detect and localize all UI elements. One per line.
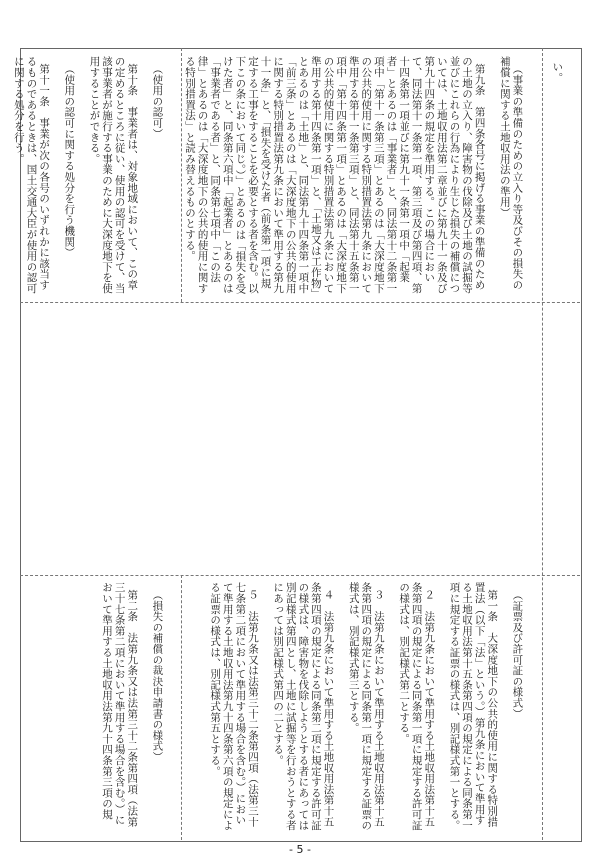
continued-tail: い。 — [551, 61, 564, 83]
ordinance-item-5: ５ 法第九条又は法第三十二条第四項（法第三十七条第二項において準用する場合を含む。）において準用する土地収用法第九十四条第六項の規定による証票の様式は、別記様式第五とする。 — [209, 582, 259, 831]
row-divider-2 — [20, 575, 580, 576]
article-11-heading: （使用の認可に関する処分を行う機関） — [63, 63, 76, 258]
ordinance-article-1-body: 第一条 大深度地下の公共的使用に関する特別措置法（以下「法」という。）第九条において準用する土地収用法第十五条第四項の規定による同条第一項に規定する証票の様式は、別記様式第一とする。 — [448, 582, 499, 831]
column-divider-right — [542, 48, 543, 840]
row-divider — [20, 302, 580, 303]
article-9-heading: （事業の準備のための立入り等及びその損失の補償に関する土地収用法の準用） — [498, 56, 524, 291]
article-10-11-block — [12, 56, 176, 298]
ordinance-article-1-block — [190, 582, 536, 834]
ordinance-article-1-heading: （証票及び許可証の様式） — [511, 589, 524, 719]
ordinance-item-4: ４ 法第九条において準用する土地収用法第十五条第四項の規定による同条第二項に規定する許可証の様式は、障害物を伐除しようとする者にあっては別記様式第四とし、土地に試掘等を行おうとする者にあっては別記様式第四の二とする。 — [272, 582, 335, 831]
article-9-body: 第九条 第四条各号に掲げる事業の準備のための土地の立入り、障害物の伐除及び土地の試掘等並びにこれらの行為により生じた損失の補償については、土地収用法第二章並びに第九十一条及び第九十四条の規定を準用する。この場合において、同法第十一条第一項、第三項及び第四項、第十四条第一項並びに第九十一条第一項中「起業者」とあるのは「事業者」と、同法第十二条第一項中「第十一条第三項」とあるのは「大深度地下の公共的使用に関する特別措置法第九条において準用する第十一条第三項」と、同法第十五条第一項中「第十四条第一項」とあるのは「大深度地下の公共的使用に関する特別措置法第九条において準用する第十四条第一項」と、「土地又は工作物」とあるのは「土地」と、同法第九十四条第一項中「前三条」とあるのは「大深度地下の公共的使用に関する特別措置法第九条において準用する第九十一条」と、「損失を受けた者（前条第一項に規定する工事をすることを必要とする者を含む。以下この条において同じ。）」とあるのは「損失を受けた者」と、同条第六項中「起業者」とあるのは「事業者である者」と、同条第七項中「この法律」とあるのは「大深度地下の公共的使用に関する特別措置法」と読み替えるものとする。 — [183, 56, 486, 294]
article-10-body: 第十条 事業者は、対象地域において、この章の定めるところに従い、使用の認可を受けて、当該事業者が施行する事業のために大深度地下を使用することができる。 — [88, 56, 139, 294]
ordinance-article-2-body: 第二条 法第九条又は法第三十二条第四項（法第三十七条第二項において準用する場合を含む。）において準用する土地収用法第九十四条第三項の規 — [101, 582, 139, 827]
top-right-text — [552, 54, 576, 294]
column-divider-bottom — [181, 575, 182, 840]
article-11-body: 第十一条 事業が次の各号のいずれかに該当するものであるときは、国土交通大臣が使用の認可に関する処分を行う。 — [12, 56, 51, 294]
page-number: - 5 - — [289, 843, 311, 856]
article-10-heading: （使用の認可） — [151, 63, 164, 139]
column-divider-mid — [181, 48, 182, 302]
ordinance-article-2-heading: （損失の補償の裁決申請書の様式） — [151, 589, 164, 763]
ordinance-item-3: ３ 法第九条において準用する土地収用法第十五条第四項の規定による同条第一項に規定する証票の様式は、別記様式第三とする。 — [347, 582, 385, 831]
ordinance-item-2: ２ 法第九条において準用する土地収用法第十五条第四項の規定による同条第一項に規定する許可証の様式は、別記様式第二とする。 — [398, 582, 436, 831]
ordinance-article-2-block — [101, 582, 176, 834]
article-9-block — [183, 56, 536, 298]
